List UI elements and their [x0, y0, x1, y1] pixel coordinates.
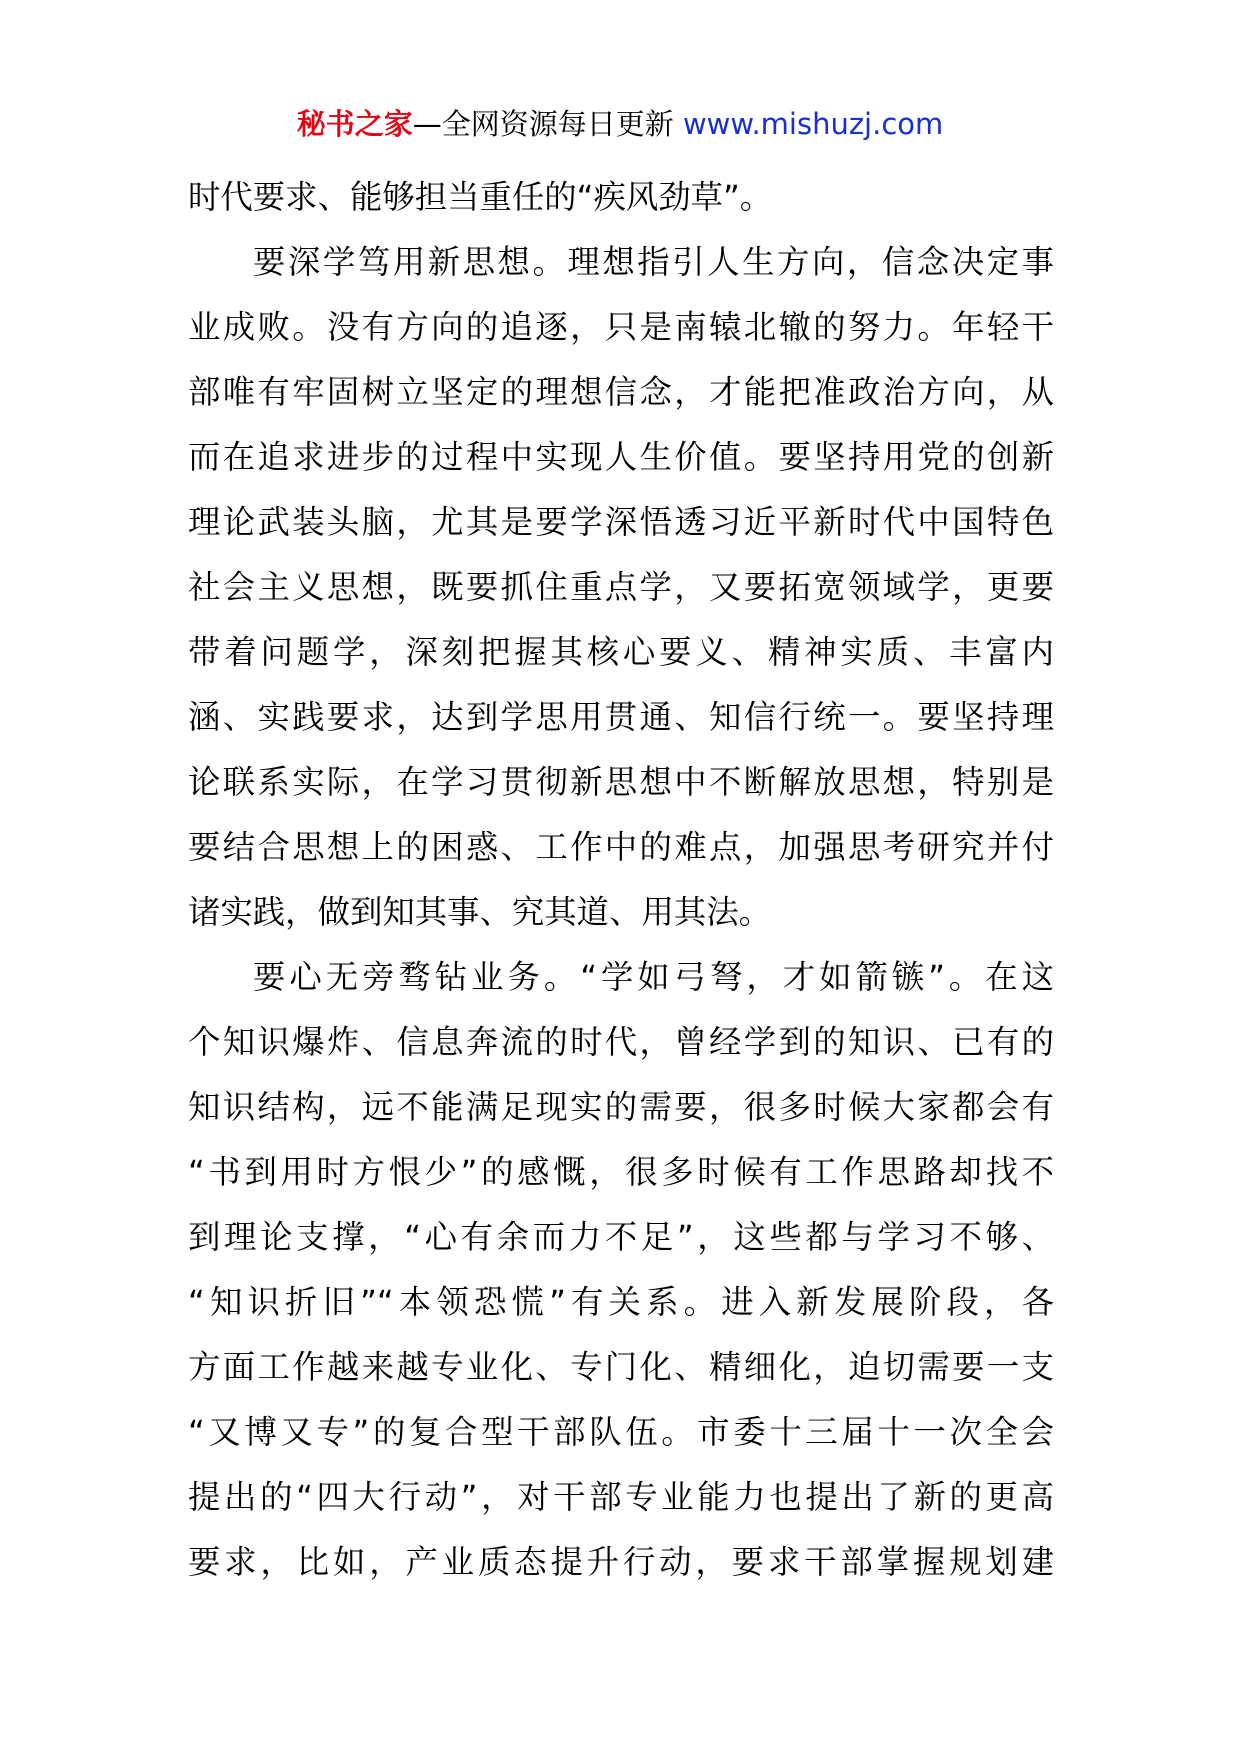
text-line: 时代要求、能够担当重任的“疾风劲草”。: [188, 178, 773, 216]
text-line: 理论武装头脑，尤其是要学深悟透习近平新时代中国特色: [188, 503, 1054, 541]
site-tagline: —全网资源每日更新: [412, 107, 674, 141]
text-line: 提出的“四大行动”，对干部专业能力也提出了新的更高: [188, 1478, 1054, 1516]
text-line: 社会主义思想，既要抓住重点学，又要拓宽领域学，更要: [188, 568, 1054, 606]
page-header: [0, 102, 1240, 146]
text-line: 到理论支撑，“心有余而力不足”，这些都与学习不够、: [188, 1218, 1054, 1256]
text-line: 要心无旁骛钻业务。“学如弓弩，才如箭镞”。在这: [253, 958, 1054, 996]
text-line: 个知识爆炸、信息奔流的时代，曾经学到的知识、已有的: [188, 1023, 1054, 1061]
text-line: 业成败。没有方向的追逐，只是南辕北辙的努力。年轻干: [188, 308, 1054, 346]
text-line: 部唯有牢固树立坚定的理想信念，才能把准政治方向，从: [188, 373, 1054, 411]
text-line: 方面工作越来越专业化、专门化、精细化，迫切需要一支: [188, 1348, 1054, 1386]
text-line: 要结合思想上的困惑、工作中的难点，加强思考研究并付: [188, 828, 1054, 866]
site-url-link[interactable]: www.mishuzj.com: [682, 107, 944, 141]
text-line: 带着问题学，深刻把握其核心要义、精神实质、丰富内: [188, 633, 1054, 671]
text-line: 论联系实际，在学习贯彻新思想中不断解放思想，特别是: [188, 763, 1054, 801]
text-line: “又博又专”的复合型干部队伍。市委十三届十一次全会: [188, 1413, 1054, 1451]
site-brand: 秘书之家: [296, 107, 413, 141]
text-line: “书到用时方恨少”的感慨，很多时候有工作思路却找不: [188, 1153, 1054, 1191]
text-line: 诸实践，做到知其事、究其道、用其法。: [188, 893, 772, 931]
text-line: “知识折旧”“本领恐慌”有关系。进入新发展阶段，各: [188, 1283, 1054, 1321]
text-line: 要求，比如，产业质态提升行动，要求干部掌握规划建: [188, 1543, 1054, 1581]
text-line: 而在追求进步的过程中实现人生价值。要坚持用党的创新: [188, 438, 1054, 476]
text-line: 涵、实践要求，达到学思用贯通、知信行统一。要坚持理: [188, 698, 1054, 736]
document-body: [188, 165, 1054, 1595]
text-line: 知识结构，远不能满足现实的需要，很多时候大家都会有: [188, 1088, 1054, 1126]
text-line: 要深学笃用新思想。理想指引人生方向，信念决定事: [253, 243, 1054, 281]
